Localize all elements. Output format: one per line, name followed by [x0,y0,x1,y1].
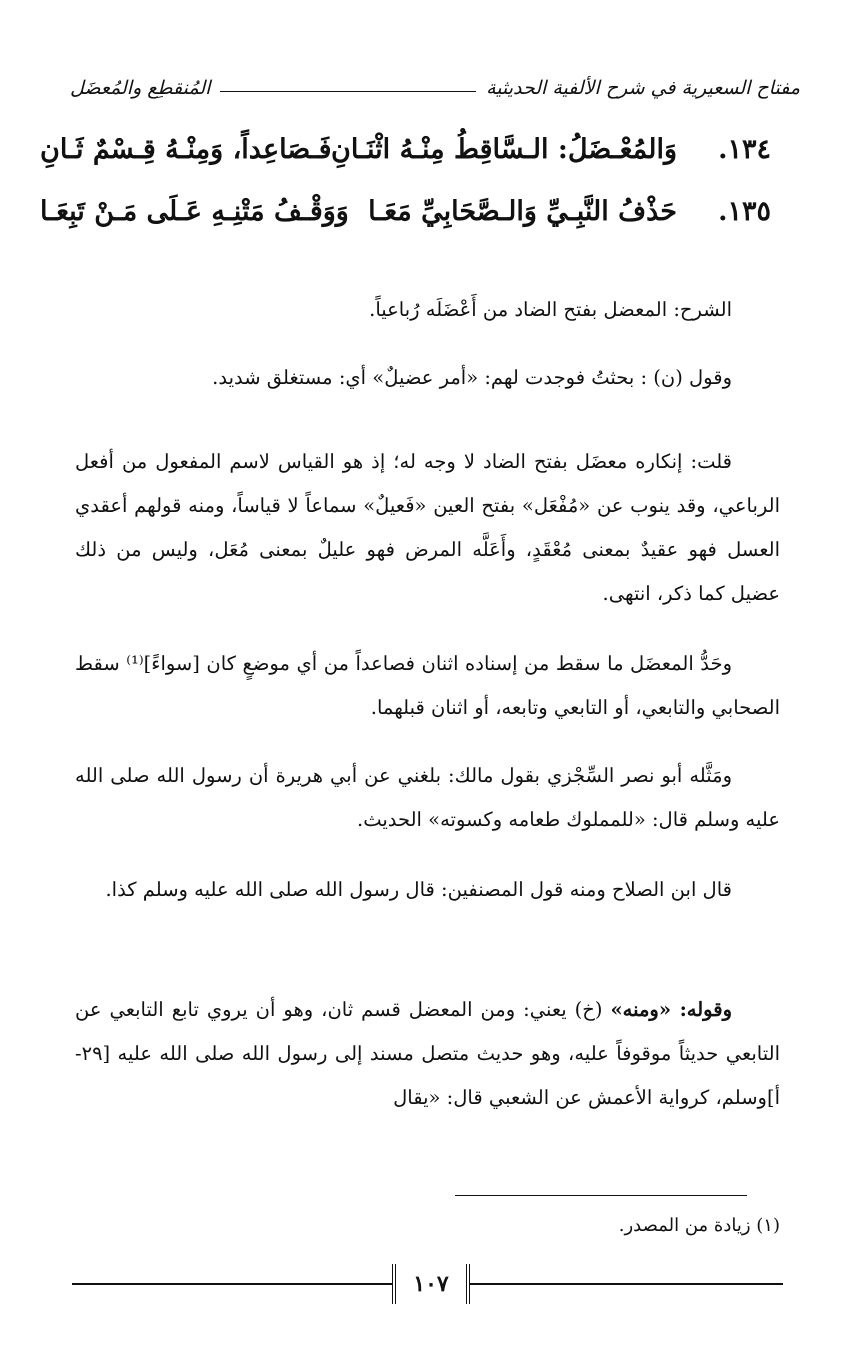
paragraph-text: (خ) يعني: ومن المعضل قسم ثان، وهو أن يروي تابع التابعي عن التابعي حديثاً موقوفاً عليه، وهو حديث متصل مسند إلى رسول الله صلى الله عليه [٢٩-أ]وسلم، كرواية الأعمش عن الشعبي قال: «يقال [75,997,780,1109]
verse-second-hemistich: وَوَقْـفُ مَتْنِـهِ عَـلَى مَـنْ تَبِعَـا [40,196,349,227]
page-number: ١٠٧ [392,1264,470,1304]
commentary-paragraph: قلت: إنكاره معضَل بفتح الضاد لا وجه له؛ إذ هو القياس لاسم المفعول من أفعل الرباعي، وقد ينوب عن «مُفْعَل» بفتح العين «فَعيلٌ» سماعاً لا قياساً، ومنه قولهم أعقدي العسل فهو عقيدٌ بمعنى مُعْقَدٍ، وأَعَلَّه المرض فهو عليلٌ بمعنى مُعَل، وليس من ذلك عضيل كما ذكر، انتهى. [75,449,780,605]
verse-number: ١٣٥. [718,196,771,227]
footnote: (١) زيادة من المصدر. [618,1215,780,1236]
verse-number: ١٣٤. [718,134,771,165]
commentary-paragraph: وحَدُّ المعضَل ما سقط من إسناده اثنان فصاعداً من أي موضعٍ كان [سواءً]⁽¹⁾ سقط الصحابي والتابعي، أو التابعي وتابعه، أو اثنان قبلهما. [75,651,780,719]
commentary-paragraph: الشرح: المعضل بفتح الضاد من أَعْضَلَه رُباعياً. [369,297,732,321]
book-title: مفتاح السعيرية في شرح الألفية الحديثية [486,77,800,99]
commentary-paragraph: ومَثَّله أبو نصر السِّجْزي بقول مالك: بلغني عن أبي هريرة أن رسول الله صلى الله عليه وسلم قال: «للمملوك طعامه وكسوته» الحديث. [75,763,780,831]
verse-first-hemistich: حَذْفُ النَّبِـيِّ وَالـصَّحَابِيِّ مَعَـا [368,196,677,227]
footnote-separator [455,1195,747,1196]
footer-rule-right [470,1283,783,1285]
quoted-lemma: وقوله: «ومنه» [610,997,732,1021]
verse-135 [40,190,771,246]
running-header [70,72,800,104]
section-title: المُنقطِع والمُعضَل [70,77,211,99]
commentary-paragraph [75,988,780,1120]
verse-second-hemistich: فَـصَاعِداً، وَمِنْـهُ قِـسْمٌ ثَـانِ [40,134,332,165]
commentary-paragraph: قال ابن الصلاح ومنه قول المصنفين: قال رسول الله صلى الله عليه وسلم كذا. [105,877,732,901]
header-rule [220,91,476,92]
commentary-paragraph: وقول (ن) : بحثتُ فوجدت لهم: «أمر عضيلٌ» أي: مستغلق شديد. [212,365,732,389]
verse-134 [40,128,771,184]
footer-rule-left [72,1283,392,1285]
verse-first-hemistich: وَالمُعْـضَلُ: الـسَّاقِطُ مِنْـهُ اثْنَـانِ [331,134,677,165]
